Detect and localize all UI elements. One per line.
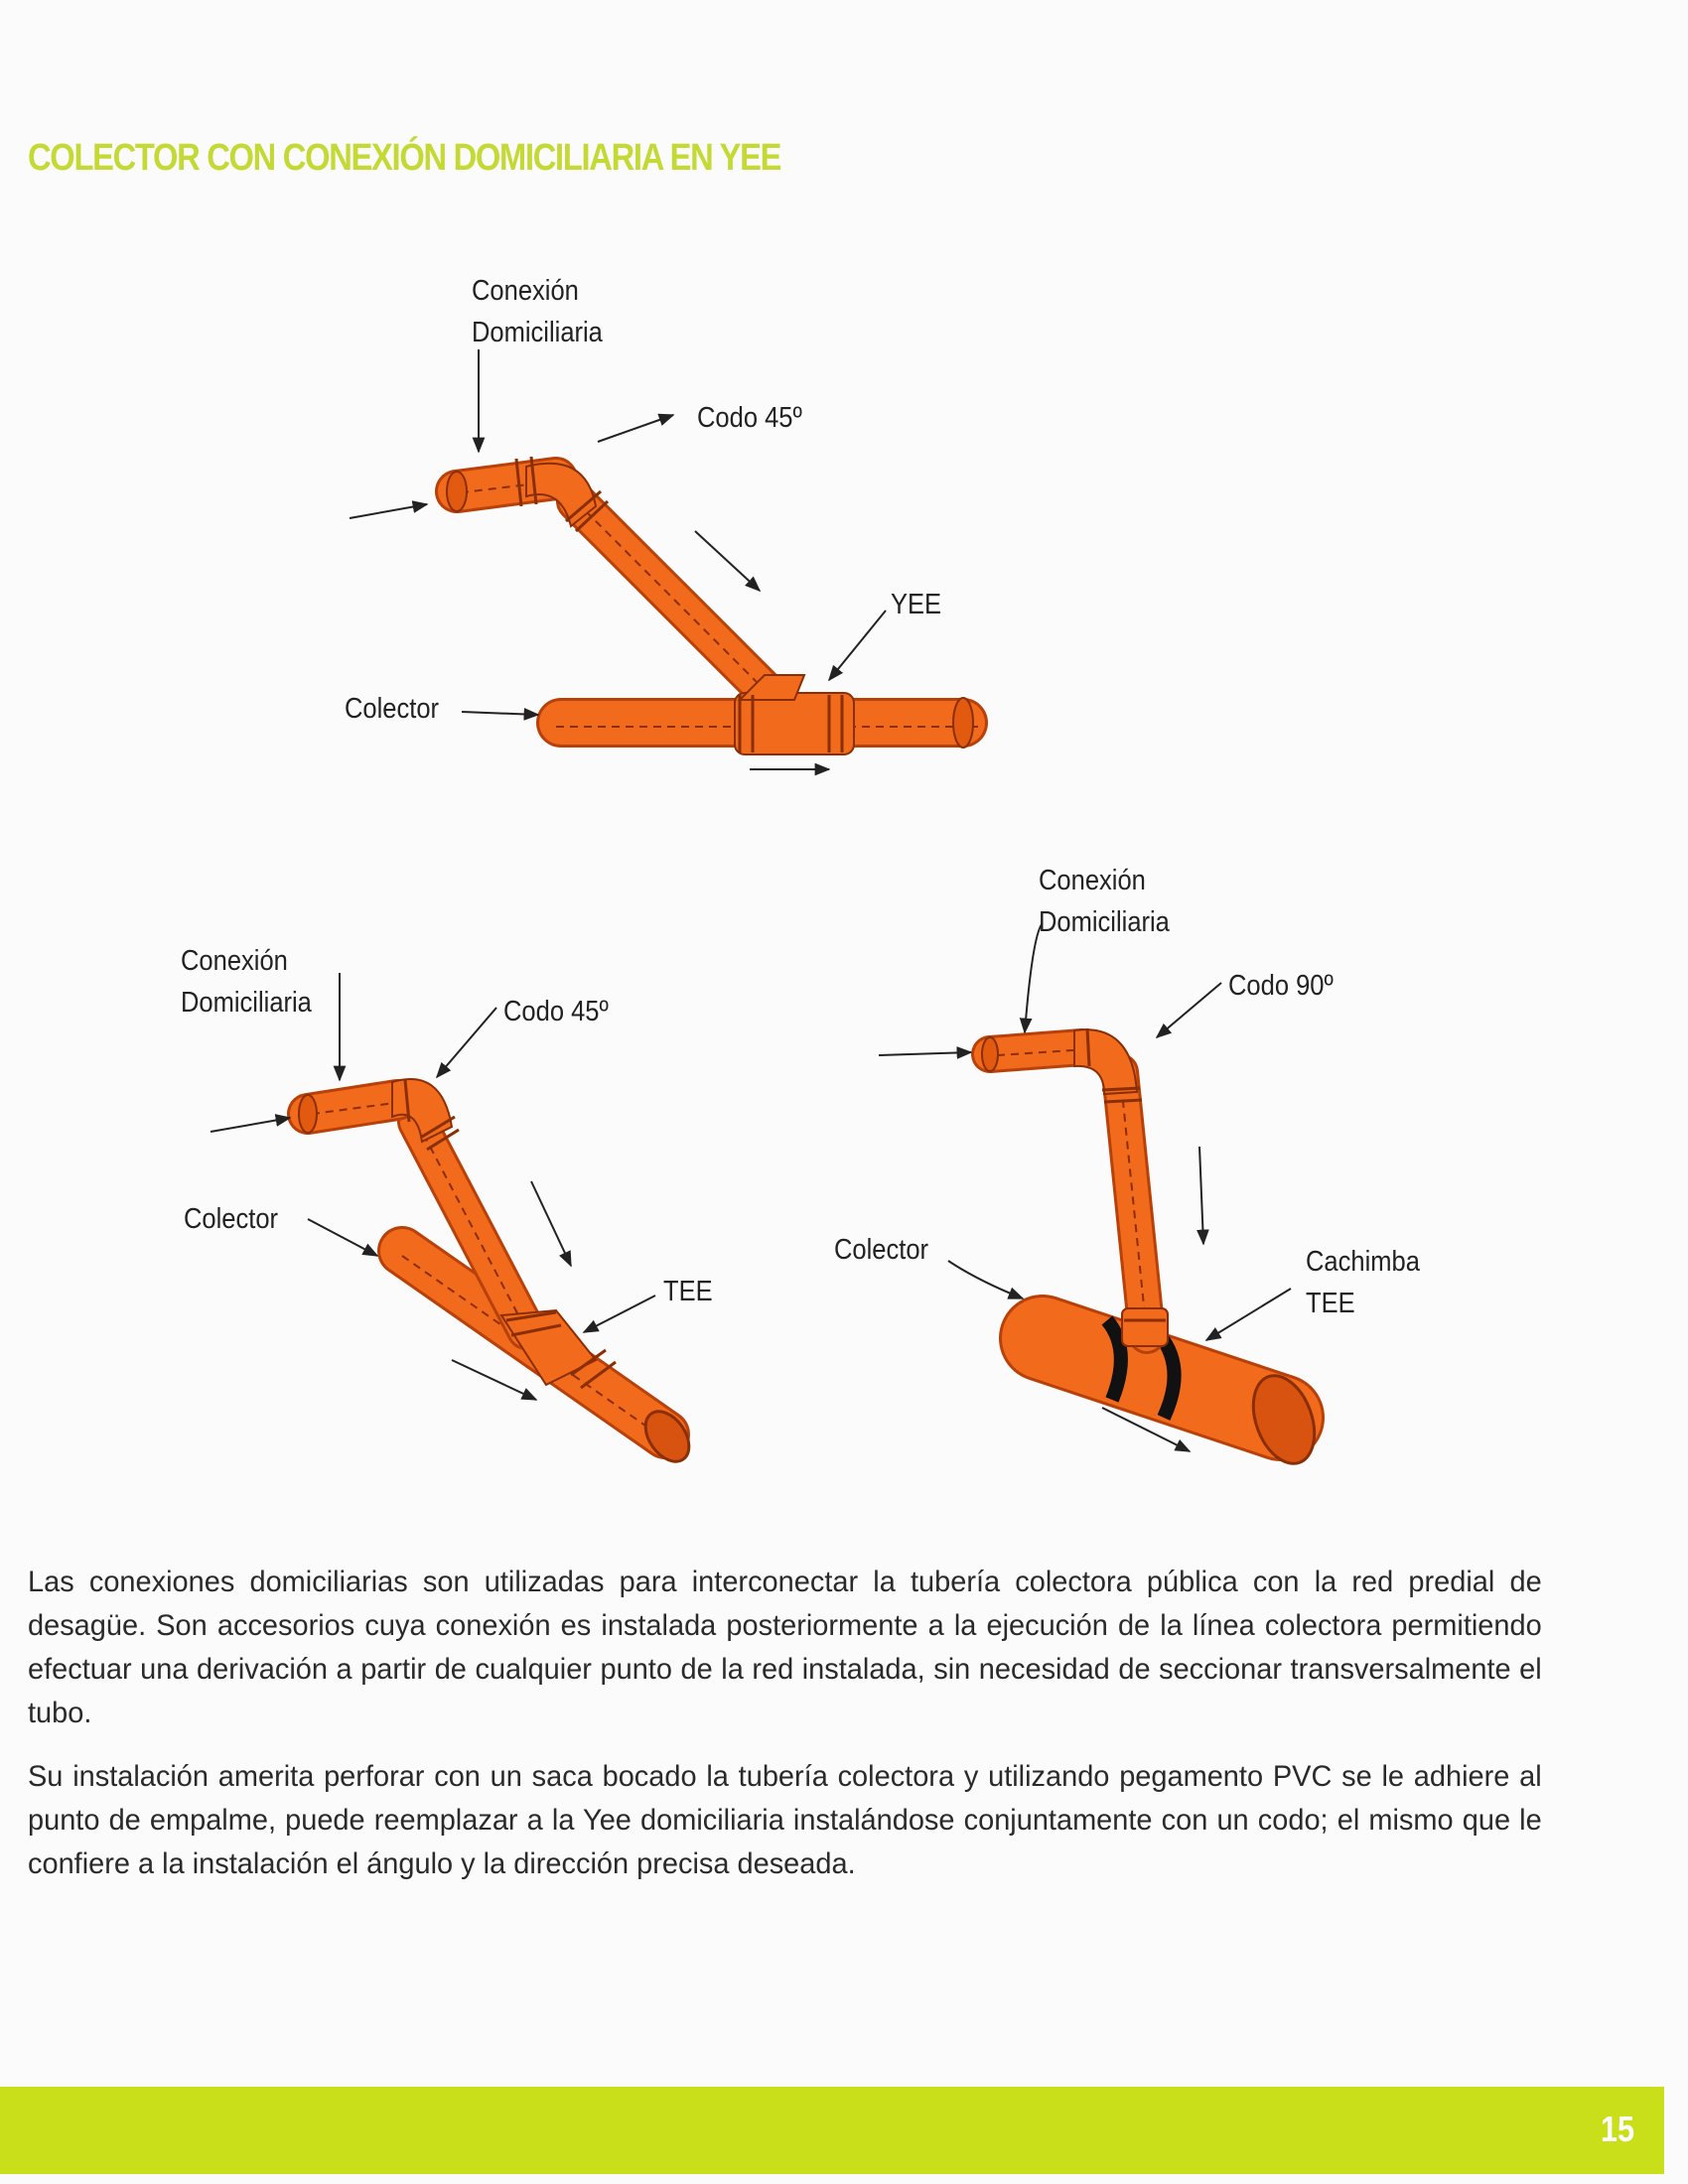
paragraph-1: Las conexiones domiciliarias son utilizadas para interconectar la tubería colectora pública con la red predial de desagüe. Son accesorios cuya conexión es instalada posteriormente a la ejecución de la línea colectora permitiendo efectuar una derivación a partir de cualquier punto de la red instalada, sin necesidad de seccionar transversalmente el tubo. <box>28 1566 1542 1729</box>
branch-pipe <box>576 501 784 710</box>
page-number: 15 <box>1600 2109 1634 2149</box>
label-line: Domiciliaria <box>181 987 312 1019</box>
label-conexion-domiciliaria-right <box>1039 860 1170 943</box>
label-line: Conexión <box>181 945 288 977</box>
yee-fitting <box>735 675 854 754</box>
diagram-bottom-left <box>211 973 698 1469</box>
label-conexion-domiciliaria-left <box>181 940 312 1024</box>
label-line: Domiciliaria <box>1039 906 1170 938</box>
label-colector-left: Colector <box>184 1203 279 1235</box>
label-line: Conexión <box>472 275 579 307</box>
label-cachimba-tee <box>1306 1241 1420 1324</box>
branch-pipe-right <box>1120 1072 1168 1346</box>
page-title: COLECTOR CON CONEXIÓN DOMICILIARIA EN YEE <box>28 137 781 179</box>
label-line: Conexión <box>1039 865 1146 896</box>
label-codo-45-top: Codo 45º <box>697 402 802 434</box>
footer-band <box>0 2087 1664 2174</box>
paragraph-2: Su instalación amerita perforar con un saca bocado la tubería colectora y utilizando pegamento PVC se le adhiere al punto de empalme, puede reemplazar a la Yee domiciliaria instalándose conjuntamente con un codo; el mismo que le confiere a la instalación el ángulo y la dirección precisa deseada. <box>28 1760 1542 1880</box>
label-codo-45-left: Codo 45º <box>503 996 609 1027</box>
label-codo-90: Codo 90º <box>1228 970 1334 1002</box>
label-colector-top: Colector <box>345 693 440 725</box>
label-colector-right: Colector <box>834 1234 929 1266</box>
label-tee: TEE <box>663 1276 713 1307</box>
label-conexion-domiciliaria-top <box>472 270 603 353</box>
label-line: Domiciliaria <box>472 317 603 348</box>
elbow-90 <box>982 1028 1142 1102</box>
label-line: Cachimba <box>1306 1246 1420 1278</box>
label-line: TEE <box>1306 1288 1355 1319</box>
label-yee: YEE <box>891 589 942 620</box>
diagram-top <box>350 349 978 769</box>
